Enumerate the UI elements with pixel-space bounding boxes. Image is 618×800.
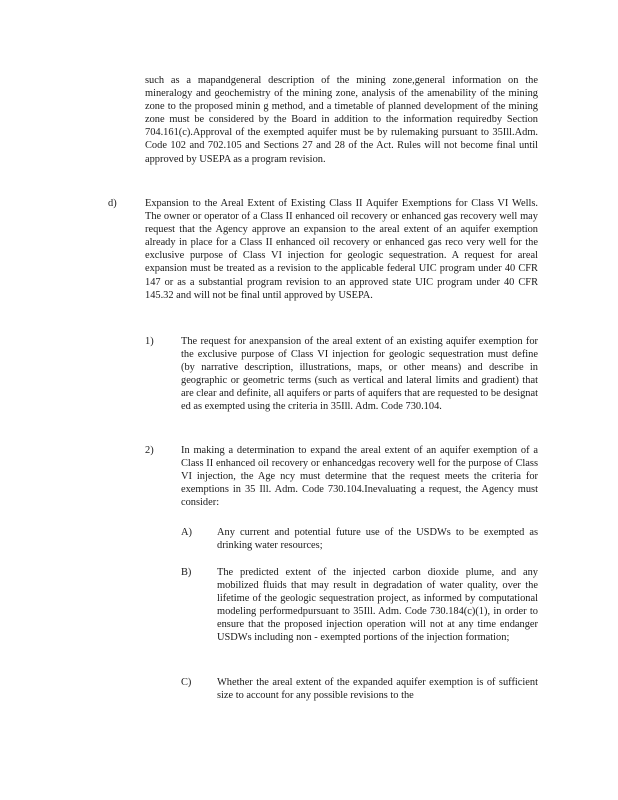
section-d-label: d) xyxy=(108,198,117,209)
intro-paragraph: such as a mapandgeneral description of the mining zone,general information on the mineralogy and geochemistry of the mining zone, analysis of the amenability of the mining zone to the proposed minin g method, and a timetable of planned development of the mining zone must be considered by the Board in addition to the information requiredby Section 704.161(c).Approval of the exempted aquifer must be by rulemaking pursuant to 35Ill.Adm. Code 102 and 702.105 and Sections 27 and 28 of the Act. Rules will not become final until approved by USEPA as a program revision. xyxy=(145,75,538,165)
item-2-label: 2) xyxy=(145,445,154,456)
item-2-text: In making a determination to expand the areal extent of an aquifer exemption of a Class II enhanced oil recovery or enhancedgas recovery well for the purpose of Class VI injection, the Age ncy must determine that the request meets the criteria for exemptions in 35 Ill. Adm. Code 730.104.Inevaluating a request, the Agency must consider: xyxy=(181,445,538,509)
item-1-label: 1) xyxy=(145,336,154,347)
sub-c-label: C) xyxy=(181,677,192,688)
item-1-text: The request for anexpansion of the areal extent of an existing aquifer exemption for the exclusive purpose of Class VI injection for geologic sequestration must define (by narrative description, illustrations, maps, or other means) and describe in geographic or geometric terms (such as vertical and lateral limits and gradient) that are clear and definite, all aquifers or parts of aquifers that are requested to be designat ed as exempted using the criteria in 35Ill. Adm. Code 730.104. xyxy=(181,336,538,413)
section-d-text: Expansion to the Areal Extent of Existing Class II Aquifer Exemptions for Class VI Wells. The owner or operator of a Class II enhanced oil recovery or enhanced gas recovery well may request that the Agency approve an expansion to the areal extent of an aquifer exemption already in place for a Class II enhanced oil recovery or enhanced gas reco very well for the exclusive purpose of Class VI injection for geologic sequestration. A request for areal expansion must be treated as a revision to the applicable federal UIC program under 40 CFR 147 or as a substantial program revision to an approved state UIC program under 40 CFR 145.32 and will not be final until approved by USEPA. xyxy=(145,198,538,301)
sub-a-text: Any current and potential future use of the USDWs to be exempted as drinking water resources; xyxy=(217,527,538,552)
sub-b-label: B) xyxy=(181,567,192,578)
sub-b-text: The predicted extent of the injected carbon dioxide plume, and any mobilized fluids that may result in degradation of water quality, over the lifetime of the geologic sequestration project, as informed by computational modeling performedpursuant to 35Ill. Adm. Code 730.184(c)(1), in order to ensure that the proposed injection operation will not at any time endanger USDWs including non - exempted portions of the injection formation; xyxy=(217,567,538,644)
sub-a-label: A) xyxy=(181,527,192,538)
sub-c-text: Whether the areal extent of the expanded aquifer exemption is of sufficient size to account for any possible revisions to the xyxy=(217,677,538,702)
